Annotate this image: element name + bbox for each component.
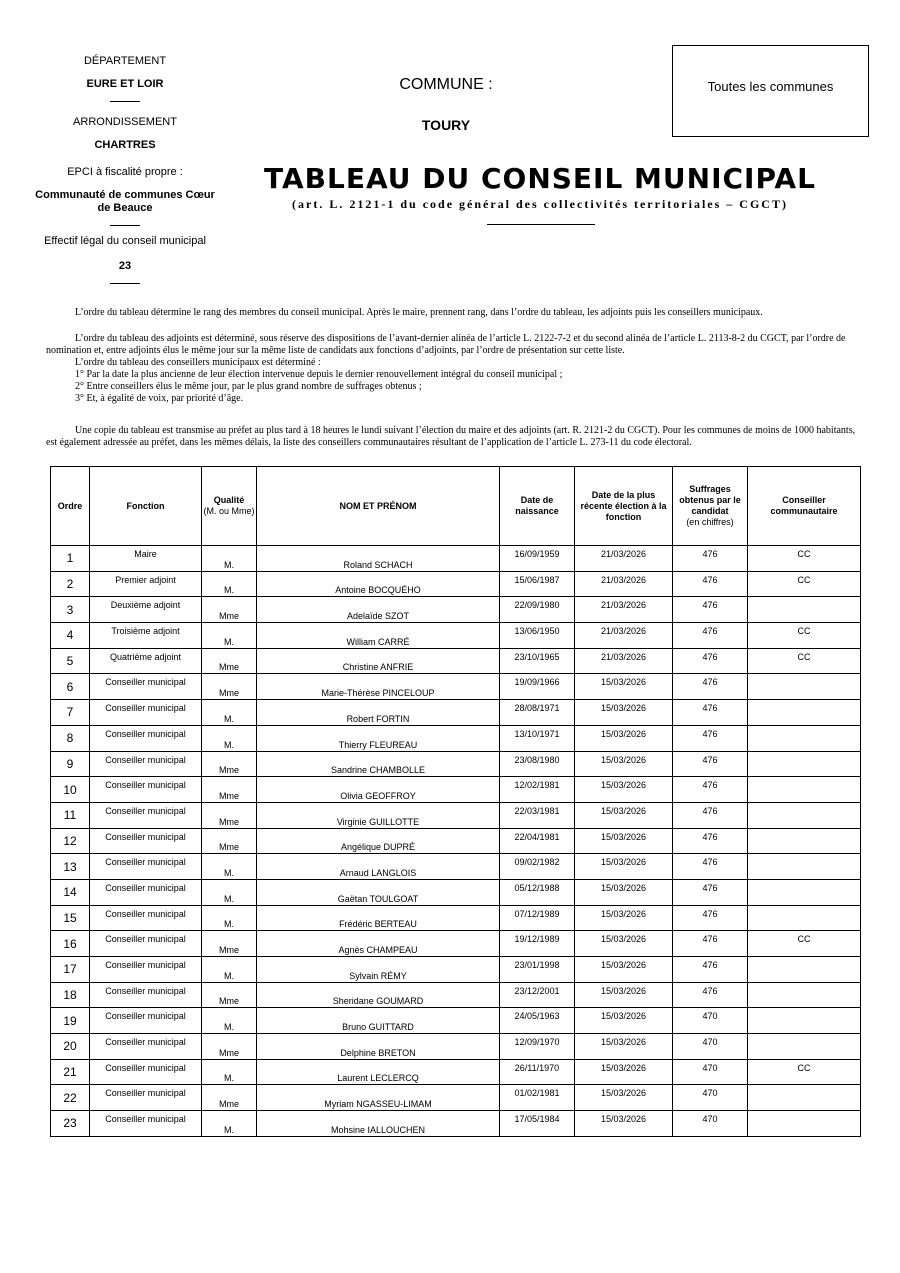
date2-cell: 15/03/2026 [575, 931, 673, 957]
page-title: TABLEAU DU CONSEIL MUNICIPAL [264, 162, 816, 195]
table-row [51, 854, 861, 880]
ordre-cell: 14 [51, 879, 90, 905]
intro-text: 2° Entre conseillers élus le même jour, par le plus grand nombre de suffrages obtenus ; [75, 381, 422, 392]
suf-cell: 476 [673, 751, 748, 777]
header-fonction: Fonction [90, 467, 202, 546]
suf-cell: 476 [673, 674, 748, 700]
qualite-cell: M. [202, 1111, 257, 1137]
date2-cell: 15/03/2026 [575, 1111, 673, 1137]
administrative-info [30, 55, 220, 284]
date1-cell: 22/09/1980 [500, 597, 575, 623]
cc-cell [748, 802, 861, 828]
table-row [51, 1034, 861, 1060]
nom-cell: Virginie GUILLOTTE [257, 802, 500, 828]
suf-cell: 470 [673, 1034, 748, 1060]
cc-cell [748, 957, 861, 983]
qualite-cell: Mme [202, 982, 257, 1008]
header-qualite-sub: (M. ou Mme) [203, 506, 255, 516]
header-ordre: Ordre [51, 467, 90, 546]
suf-cell: 476 [673, 777, 748, 803]
qualite-cell: M. [202, 879, 257, 905]
table-row [51, 777, 861, 803]
qualite-cell: Mme [202, 597, 257, 623]
commune-label: COMMUNE : [399, 76, 493, 93]
qualite-cell: Mme [202, 828, 257, 854]
suf-cell: 476 [673, 597, 748, 623]
date1-cell: 23/01/1998 [500, 957, 575, 983]
fonction-cell: Conseiller municipal [90, 674, 202, 700]
fonction-cell: Conseiller municipal [90, 1059, 202, 1085]
fonction-cell: Premier adjoint [90, 571, 202, 597]
fonction-cell: Conseiller municipal [90, 1085, 202, 1111]
qualite-cell: Mme [202, 802, 257, 828]
nom-cell: Robert FORTIN [257, 700, 500, 726]
table-header-row [51, 467, 861, 546]
ordre-cell: 23 [51, 1111, 90, 1137]
table-row [51, 597, 861, 623]
fonction-cell: Conseiller municipal [90, 905, 202, 931]
cc-cell: CC [748, 623, 861, 649]
nom-cell: Marie-Thérèse PINCELOUP [257, 674, 500, 700]
suf-cell: 476 [673, 802, 748, 828]
table-row [51, 957, 861, 983]
nom-cell: Laurent LECLERCQ [257, 1059, 500, 1085]
ordre-cell: 11 [51, 802, 90, 828]
suf-cell: 470 [673, 1059, 748, 1085]
date2-cell: 15/03/2026 [575, 854, 673, 880]
nom-cell: Thierry FLEUREAU [257, 725, 500, 751]
epci-label: EPCI à fiscalité propre : [67, 166, 183, 178]
qualite-cell: M. [202, 854, 257, 880]
cc-cell [748, 1085, 861, 1111]
date1-cell: 17/05/1984 [500, 1111, 575, 1137]
cc-cell [748, 879, 861, 905]
ordre-cell: 21 [51, 1059, 90, 1085]
table-row [51, 802, 861, 828]
table-row [51, 879, 861, 905]
qualite-cell: Mme [202, 1085, 257, 1111]
date2-cell: 15/03/2026 [575, 1008, 673, 1034]
suf-cell: 476 [673, 879, 748, 905]
table-row [51, 571, 861, 597]
fonction-cell: Conseiller municipal [90, 700, 202, 726]
date2-cell: 15/03/2026 [575, 879, 673, 905]
intro-text: L’ordre du tableau détermine le rang des membres du conseil municipal. Après le maire, prennent rang, dans l’ordre du tableau, les adjoints puis les conseillers municipaux. [75, 307, 763, 318]
qualite-cell: M. [202, 623, 257, 649]
fonction-cell: Conseiller municipal [90, 828, 202, 854]
table-row [51, 982, 861, 1008]
ordre-cell: 2 [51, 571, 90, 597]
header-qualite [202, 467, 257, 546]
date1-cell: 26/11/1970 [500, 1059, 575, 1085]
date2-cell: 15/03/2026 [575, 1059, 673, 1085]
ordre-cell: 17 [51, 957, 90, 983]
intro-text: L’ordre du tableau des conseillers municipaux est déterminé : [75, 357, 321, 368]
fonction-cell: Conseiller municipal [90, 982, 202, 1008]
date2-cell: 15/03/2026 [575, 1085, 673, 1111]
nom-cell: Delphine BRETON [257, 1034, 500, 1060]
date2-cell: 15/03/2026 [575, 751, 673, 777]
cc-cell: CC [748, 546, 861, 572]
cc-cell [748, 982, 861, 1008]
table-row [51, 648, 861, 674]
nom-cell: Myriam NGASSEU-LIMAM [257, 1085, 500, 1111]
fonction-cell: Conseiller municipal [90, 751, 202, 777]
fonction-cell: Quatrième adjoint [90, 648, 202, 674]
ordre-cell: 3 [51, 597, 90, 623]
qualite-cell: Mme [202, 751, 257, 777]
date2-cell: 15/03/2026 [575, 1034, 673, 1060]
suf-cell: 476 [673, 982, 748, 1008]
qualite-cell: M. [202, 725, 257, 751]
table-row [51, 1008, 861, 1034]
intro-paragraph-1 [46, 307, 868, 319]
qualite-cell: M. [202, 905, 257, 931]
qualite-cell: M. [202, 700, 257, 726]
cc-cell [748, 597, 861, 623]
ordre-cell: 7 [51, 700, 90, 726]
date1-cell: 15/06/1987 [500, 571, 575, 597]
suf-cell: 470 [673, 1008, 748, 1034]
fonction-cell: Deuxième adjoint [90, 597, 202, 623]
ordre-cell: 16 [51, 931, 90, 957]
ordre-cell: 15 [51, 905, 90, 931]
table-row [51, 905, 861, 931]
date2-cell: 21/03/2026 [575, 571, 673, 597]
date2-cell: 15/03/2026 [575, 725, 673, 751]
fonction-cell: Conseiller municipal [90, 777, 202, 803]
cc-cell: CC [748, 648, 861, 674]
nom-cell: Agnès CHAMPEAU [257, 931, 500, 957]
suf-cell: 470 [673, 1111, 748, 1137]
ordre-cell: 1 [51, 546, 90, 572]
epci-value: Communauté de communes Cœur de Beauce [35, 189, 215, 214]
nom-cell: Sandrine CHAMBOLLE [257, 751, 500, 777]
cc-cell: CC [748, 1059, 861, 1085]
date1-cell: 19/09/1966 [500, 674, 575, 700]
date1-cell: 13/06/1950 [500, 623, 575, 649]
date2-cell: 15/03/2026 [575, 905, 673, 931]
cc-cell [748, 854, 861, 880]
arrondissement-label: ARRONDISSEMENT [73, 116, 177, 128]
intro-text: 3° Et, à égalité de voix, par priorité d’âge. [75, 393, 244, 404]
divider [110, 225, 140, 226]
fonction-cell: Conseiller municipal [90, 931, 202, 957]
table-row [51, 828, 861, 854]
qualite-cell: Mme [202, 777, 257, 803]
fonction-cell: Conseiller municipal [90, 1111, 202, 1137]
date1-cell: 09/02/1982 [500, 854, 575, 880]
intro-text: L’ordre du tableau des adjoints est déterminé, sous réserve des dispositions de l’avant-dernier alinéa de l’article L. 2122-7-2 et du second alinéa de l’article L. 2113-8-2 du CGCT, par l’ordre de nomination et, entre adjoints élus le même jour sur la même liste de candidats aux fonctions d’adjoints, par l’ordre de présentation sur cette liste. [46, 333, 846, 356]
cc-cell: CC [748, 571, 861, 597]
date2-cell: 15/03/2026 [575, 802, 673, 828]
table-row [51, 546, 861, 572]
date1-cell: 13/10/1971 [500, 725, 575, 751]
cc-cell [748, 1111, 861, 1137]
nom-cell: Christine ANFRIE [257, 648, 500, 674]
ordre-cell: 20 [51, 1034, 90, 1060]
nom-cell: Frédéric BERTEAU [257, 905, 500, 931]
date1-cell: 07/12/1989 [500, 905, 575, 931]
fonction-cell: Conseiller municipal [90, 1034, 202, 1060]
nom-cell: Adelaïde SZOT [257, 597, 500, 623]
date2-cell: 21/03/2026 [575, 648, 673, 674]
date1-cell: 12/09/1970 [500, 1034, 575, 1060]
table-row [51, 674, 861, 700]
header-nom: NOM ET PRÉNOM [257, 467, 500, 546]
cc-cell [748, 1008, 861, 1034]
intro-paragraph-2 [46, 333, 868, 405]
table-row [51, 1059, 861, 1085]
qualite-cell: M. [202, 1008, 257, 1034]
date1-cell: 22/03/1981 [500, 802, 575, 828]
date1-cell: 05/12/1988 [500, 879, 575, 905]
commune-name: TOURY [421, 117, 471, 133]
nom-cell: Angélique DUPRÉ [257, 828, 500, 854]
date1-cell: 01/02/1981 [500, 1085, 575, 1111]
table-row [51, 1111, 861, 1137]
effectif-value: 23 [118, 260, 132, 272]
date1-cell: 23/10/1965 [500, 648, 575, 674]
cc-cell [748, 828, 861, 854]
date2-cell: 15/03/2026 [575, 957, 673, 983]
date1-cell: 23/08/1980 [500, 751, 575, 777]
departement-label: DÉPARTEMENT [83, 55, 167, 67]
cc-cell [748, 751, 861, 777]
nom-cell: Roland SCHACH [257, 546, 500, 572]
date2-cell: 21/03/2026 [575, 597, 673, 623]
commune-box [672, 45, 869, 137]
date1-cell: 28/08/1971 [500, 700, 575, 726]
nom-cell: William CARRÉ [257, 623, 500, 649]
ordre-cell: 22 [51, 1085, 90, 1111]
table-row [51, 700, 861, 726]
qualite-cell: M. [202, 1059, 257, 1085]
table-body [51, 546, 861, 1137]
cc-cell: CC [748, 931, 861, 957]
nom-cell: Antoine BOCQUÉHO [257, 571, 500, 597]
ordre-cell: 18 [51, 982, 90, 1008]
cc-cell [748, 1034, 861, 1060]
council-table-container [50, 466, 861, 1137]
commune-box-text: Toutes les communes [707, 79, 834, 94]
ordre-cell: 8 [51, 725, 90, 751]
nom-cell: Sylvain RÉMY [257, 957, 500, 983]
ordre-cell: 12 [51, 828, 90, 854]
date1-cell: 22/04/1981 [500, 828, 575, 854]
nom-cell: Gaëtan TOULGOAT [257, 879, 500, 905]
suf-cell: 476 [673, 957, 748, 983]
fonction-cell: Conseiller municipal [90, 1008, 202, 1034]
fonction-cell: Conseiller municipal [90, 879, 202, 905]
arrondissement-value: CHARTRES [94, 139, 156, 151]
qualite-cell: Mme [202, 1034, 257, 1060]
fonction-cell: Conseiller municipal [90, 802, 202, 828]
nom-cell: Olivia GEOFFROY [257, 777, 500, 803]
suf-cell: 476 [673, 905, 748, 931]
suf-cell: 476 [673, 546, 748, 572]
suf-cell: 476 [673, 931, 748, 957]
ordre-cell: 4 [51, 623, 90, 649]
intro-paragraph-3 [46, 425, 868, 449]
suf-cell: 476 [673, 828, 748, 854]
header-qualite-label: Qualité [213, 495, 245, 505]
date1-cell: 16/09/1959 [500, 546, 575, 572]
qualite-cell: Mme [202, 931, 257, 957]
cc-cell [748, 725, 861, 751]
departement-value: EURE ET LOIR [86, 78, 164, 90]
intro-text: 1° Par la date la plus ancienne de leur élection intervenue depuis le dernier renouvellement intégral du conseil municipal ; [75, 369, 563, 380]
qualite-cell: M. [202, 957, 257, 983]
date2-cell: 15/03/2026 [575, 700, 673, 726]
ordre-cell: 9 [51, 751, 90, 777]
qualite-cell: Mme [202, 674, 257, 700]
suf-cell: 476 [673, 571, 748, 597]
nom-cell: Arnaud LANGLOIS [257, 854, 500, 880]
fonction-cell: Conseiller municipal [90, 854, 202, 880]
date1-cell: 24/05/1963 [500, 1008, 575, 1034]
table-row [51, 931, 861, 957]
date1-cell: 23/12/2001 [500, 982, 575, 1008]
date1-cell: 12/02/1981 [500, 777, 575, 803]
page-subtitle: (art. L. 2121-1 du code général des collectivités territoriales – CGCT) [292, 197, 788, 211]
ordre-cell: 19 [51, 1008, 90, 1034]
nom-cell: Bruno GUITTARD [257, 1008, 500, 1034]
suf-cell: 476 [673, 648, 748, 674]
fonction-cell: Conseiller municipal [90, 725, 202, 751]
date2-cell: 15/03/2026 [575, 828, 673, 854]
nom-cell: Sheridane GOUMARD [257, 982, 500, 1008]
date2-cell: 15/03/2026 [575, 674, 673, 700]
date2-cell: 15/03/2026 [575, 982, 673, 1008]
ordre-cell: 10 [51, 777, 90, 803]
suf-cell: 476 [673, 700, 748, 726]
date2-cell: 15/03/2026 [575, 777, 673, 803]
cc-cell [748, 674, 861, 700]
divider [110, 283, 140, 284]
table-row [51, 623, 861, 649]
cc-cell [748, 777, 861, 803]
header-suffrages [673, 467, 748, 546]
header-conseiller: Conseiller communautaire [748, 467, 861, 546]
header-suffrages-sub: (en chiffres) [686, 517, 734, 527]
ordre-cell: 13 [51, 854, 90, 880]
effectif-label: Effectif légal du conseil municipal [44, 235, 206, 247]
fonction-cell: Troisième adjoint [90, 623, 202, 649]
date1-cell: 19/12/1989 [500, 931, 575, 957]
intro-text: Une copie du tableau est transmise au préfet au plus tard à 18 heures le lundi suivant l’élection du maire et des adjoints (art. R. 2121-2 du CGCT). Pour les communes de moins de 1000 habitants, est également adressée au préfet, dans les mêmes délais, la liste des conseillers communautaires résultant de l’application de l’article L. 273-11 du code électoral. [46, 425, 856, 448]
qualite-cell: M. [202, 546, 257, 572]
council-table [50, 466, 861, 1137]
date2-cell: 21/03/2026 [575, 546, 673, 572]
suf-cell: 476 [673, 854, 748, 880]
table-row [51, 751, 861, 777]
table-row [51, 725, 861, 751]
divider [110, 101, 140, 102]
suf-cell: 476 [673, 725, 748, 751]
table-row [51, 1085, 861, 1111]
fonction-cell: Maire [90, 546, 202, 572]
qualite-cell: Mme [202, 648, 257, 674]
date2-cell: 21/03/2026 [575, 623, 673, 649]
ordre-cell: 5 [51, 648, 90, 674]
suf-cell: 470 [673, 1085, 748, 1111]
suf-cell: 476 [673, 623, 748, 649]
cc-cell [748, 905, 861, 931]
title-underline [487, 224, 595, 225]
ordre-cell: 6 [51, 674, 90, 700]
cc-cell [748, 700, 861, 726]
fonction-cell: Conseiller municipal [90, 957, 202, 983]
header-election: Date de la plus récente élection à la fonction [575, 467, 673, 546]
qualite-cell: M. [202, 571, 257, 597]
header-suffrages-label: Suffrages obtenus par le candidat [679, 484, 741, 516]
header-naissance: Date de naissance [500, 467, 575, 546]
nom-cell: Mohsine IALLOUCHEN [257, 1111, 500, 1137]
